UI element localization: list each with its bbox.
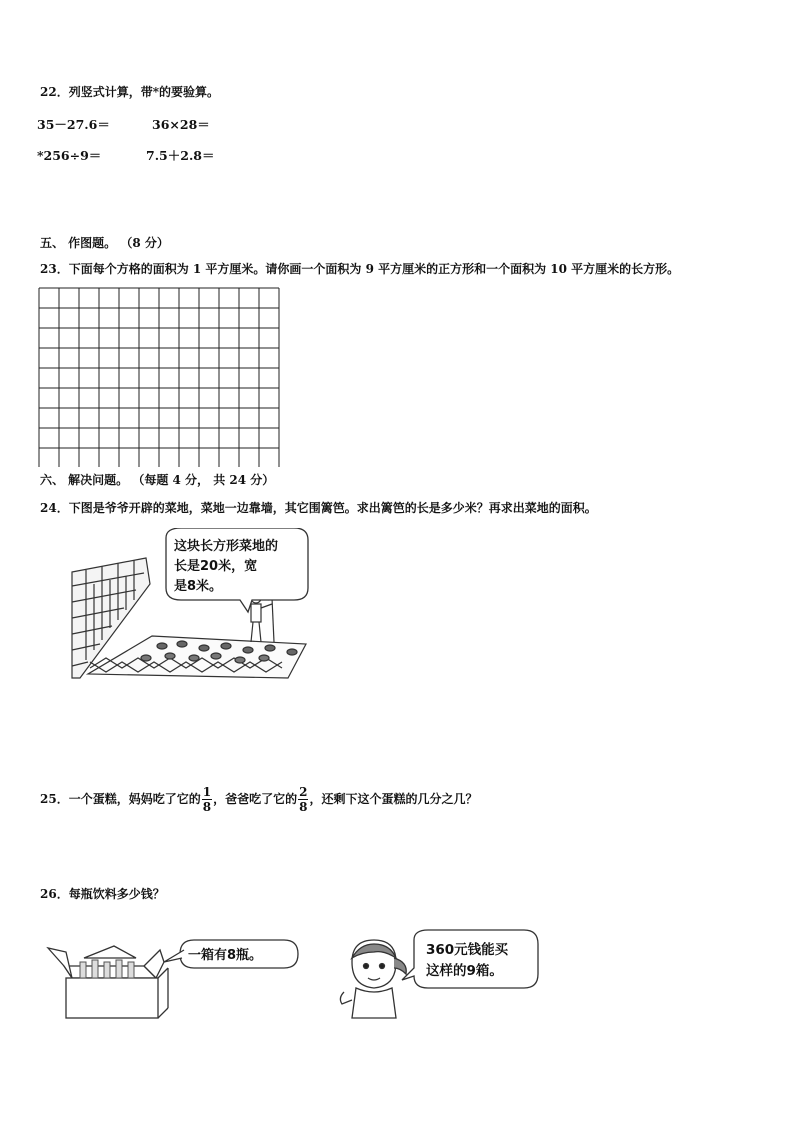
girl-bubble-line-2: 这样的9箱。 [426,963,503,979]
open-box [48,946,168,1018]
vegetable-garden-illustration [66,528,314,690]
girl-illustration [334,928,544,1024]
q23-title: 23．下面每个方格的面积为 1 平方厘米。请你画一个面积为 9 平方厘米的正方形和一个面积为 10 平方厘米的长方形。 [40,262,680,276]
bubble-line-2: 长是20米，宽 [174,559,258,574]
section5-title: 五、 作图题。 （8 分） [40,236,169,250]
fraction-one-eighth [202,785,212,814]
section6-title: 六、 解决问题。 （每题 4 分， 共 24 分） [40,473,275,487]
girl-figure [340,940,406,1018]
frac1-denominator: 8 [202,800,212,814]
q25-text-3: ，还剩下这个蛋糕的几分之几？ [309,792,478,806]
q22-eq-2: 36×28＝ [152,117,210,132]
bubble-line-1: 这块长方形菜地的 [174,539,279,554]
frac2-numerator: 2 [299,785,308,799]
q22-eq-4: 7.5＋2.8＝ [146,148,215,163]
q26-title: 26．每瓶饮料多少钱？ [40,887,165,901]
square-grid[interactable] [38,287,282,467]
q25-text-1: 25．一个蛋糕，妈妈吃了它的 [40,792,201,806]
drink-box-illustration [44,932,314,1022]
fraction-two-eighths [298,785,308,814]
q24-title: 24．下图是爷爷开辟的菜地，菜地一边靠墙，其它围篱笆。求出篱笆的长是多少米？再求出菜地的面积。 [40,501,597,515]
bubble-line-3: 是8米。 [174,579,223,594]
q25-text-2: ，爸爸吃了它的 [213,792,298,806]
frac2-denominator: 8 [299,800,308,814]
fenced-garden-bed [88,636,306,678]
frac1-numerator: 1 [202,785,212,799]
q22-eq-3: *256÷9＝ [37,148,102,163]
q22-eq-1: 35－27.6＝ [37,117,110,132]
girl-speech-bubble [402,930,538,988]
q25-question [40,782,477,816]
box-bubble-text: 一箱有8瓶。 [188,948,263,963]
q22-title: 22．列竖式计算，带*的要验算。 [40,85,219,99]
girl-bubble-line-1: 360元钱能买 [426,942,509,958]
